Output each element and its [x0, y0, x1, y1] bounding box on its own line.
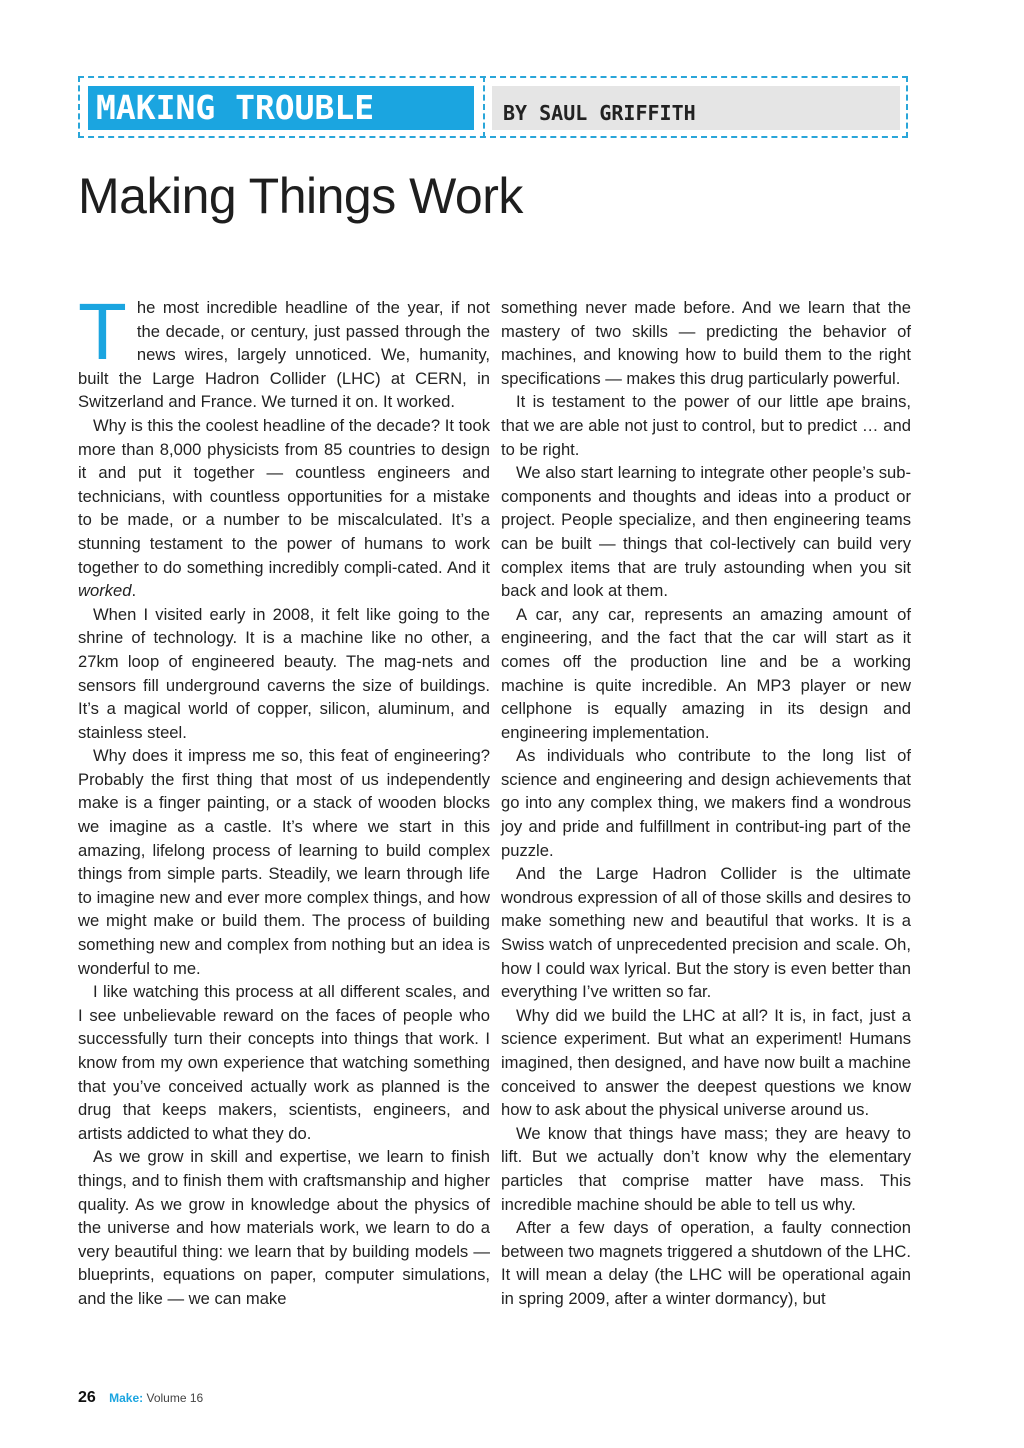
- banner-divider-left: [78, 76, 80, 138]
- paragraph: We know that things have mass; they are heavy to lift. But we actually don’t know why the elementary particles that comprise matter have mass. This incredible machine should be able to tell us why.: [501, 1123, 911, 1214]
- paragraph: [78, 414, 490, 603]
- paragraph: Why does it impress me so, this feat of engineering? Probably the first thing that most of us independently make is a finger painting, or a stack of wooden blocks we imagine as a castle. It’s where we start in this amazing, lifelong process of learning to build complex things from simple parts. Steadily, we learn through life to imagine new and ever more complex things, and how we might make or build them. The process of building something new and complex from nothing but an idea is wonderful to me.: [78, 746, 490, 978]
- paragraph: A car, any car, represents an amazing amount of engineering, and the fact that the car will start as it comes off the production line and be a working machine is quite incredible. An MP3 player or new cellphone is equally amazing in its design and engineering implementation.: [501, 604, 911, 742]
- paragraph: When I visited early in 2008, it felt like going to the shrine of technology. It is a machine like no other, a 27km loop of engineered beauty. The mag-nets and sensors fill underground caverns the size of buildings. It’s a magical world of copper, silicon, aluminum, and stainless steel.: [78, 604, 490, 742]
- paragraph: I like watching this process at all different scales, and I see unbelievable reward on the faces of people who successfully turn their concepts into things that work. I know from my own experience that watching something that you’ve conceived actually work as planned is the drug that keeps makers, scientists, engineers, and artists addicted to what they do.: [78, 982, 490, 1143]
- article-title: Making Things Work: [78, 168, 523, 224]
- paragraph: As individuals who contribute to the long list of science and engineering and design achievements that go into any complex thing, we makers find a wondrous joy and pride and fulfillment in contribut-ing part of the puzzle.: [501, 746, 911, 860]
- paragraph: [78, 287, 490, 414]
- emphasis: worked: [78, 581, 132, 601]
- paragraph: It is testament to the power of our little ape brains, that we are able not just to control, but to predict … and to be right.: [501, 392, 911, 459]
- magazine-name: Make:: [109, 1391, 144, 1405]
- paragraph: After a few days of operation, a faulty connection between two magnets triggered a shutdown of the LHC. It will mean a delay (the LHC will be operational again in spring 2009, after a winter dormancy), but: [501, 1218, 911, 1308]
- paragraph: We also start learning to integrate other people’s sub-components and thoughts and ideas into a product or project. People specialize, and then engineering teams can be built — things that col-lectively can build very complex items that are truly astounding when you sit back and look at them.: [501, 463, 911, 601]
- banner-divider-middle: [483, 76, 485, 138]
- paragraph-text: Why is this the coolest headline of the decade? It took more than 8,000 physicists from 85 countries to design it and put it together — countless engineers and technicians, with countless opportunities for a mistake to be made, or a number to be miscalculated. It’s a stunning testament to the power of humans to work together to do something incredibly compli-cated. And it: [78, 415, 490, 577]
- drop-cap: T: [78, 287, 127, 376]
- column-title: MAKING TROUBLE: [96, 88, 375, 127]
- paragraph: As we grow in skill and expertise, we learn to finish things, and to finish them with craftsmanship and higher quality. As we grow in knowledge about the physics of the universe and how materials work, we learn to do a very beautiful thing: we learn that by building models — blueprints, equations on paper, computer simulations, and the like — we can make: [78, 1147, 490, 1308]
- paragraph: And the Large Hadron Collider is the ultimate wondrous expression of all of those skills and desires to make something new and beautiful that works. It is a Swiss watch of unprecedented precision and scale. Oh, how I could wax lyrical. But the story is even better than everything I’ve written so far.: [501, 864, 911, 1002]
- volume-label: Volume 16: [146, 1391, 204, 1405]
- byline: BY SAUL GRIFFITH: [503, 101, 696, 125]
- paragraph-text: .: [131, 581, 137, 601]
- paragraph-text: he most incredible headline of the year, if not the decade, or century, just passed through the news wires, largely unnoticed. We, humanity, built the Large Hadron Collider (LHC) at CERN, in Switzerland and France. We turned it on. It worked.: [78, 298, 490, 412]
- paragraph: something never made before. And we learn that the mastery of two skills — predicting the behavior of machines, and knowing how to build them to the right specifications — makes this drug particularly powerful.: [501, 298, 911, 388]
- page-number: 26: [78, 1389, 96, 1406]
- banner-divider-right: [906, 76, 908, 138]
- page-footer: [78, 1388, 203, 1408]
- article-column-right: [501, 296, 911, 1311]
- article-column-left: [78, 287, 490, 1311]
- paragraph: Why did we build the LHC at all? It is, in fact, just a science experiment. But what an experiment! Humans imagined, then designed, and have now built a machine conceived to answer the deepest questions we know how to ask about the physical universe around us.: [501, 1005, 911, 1120]
